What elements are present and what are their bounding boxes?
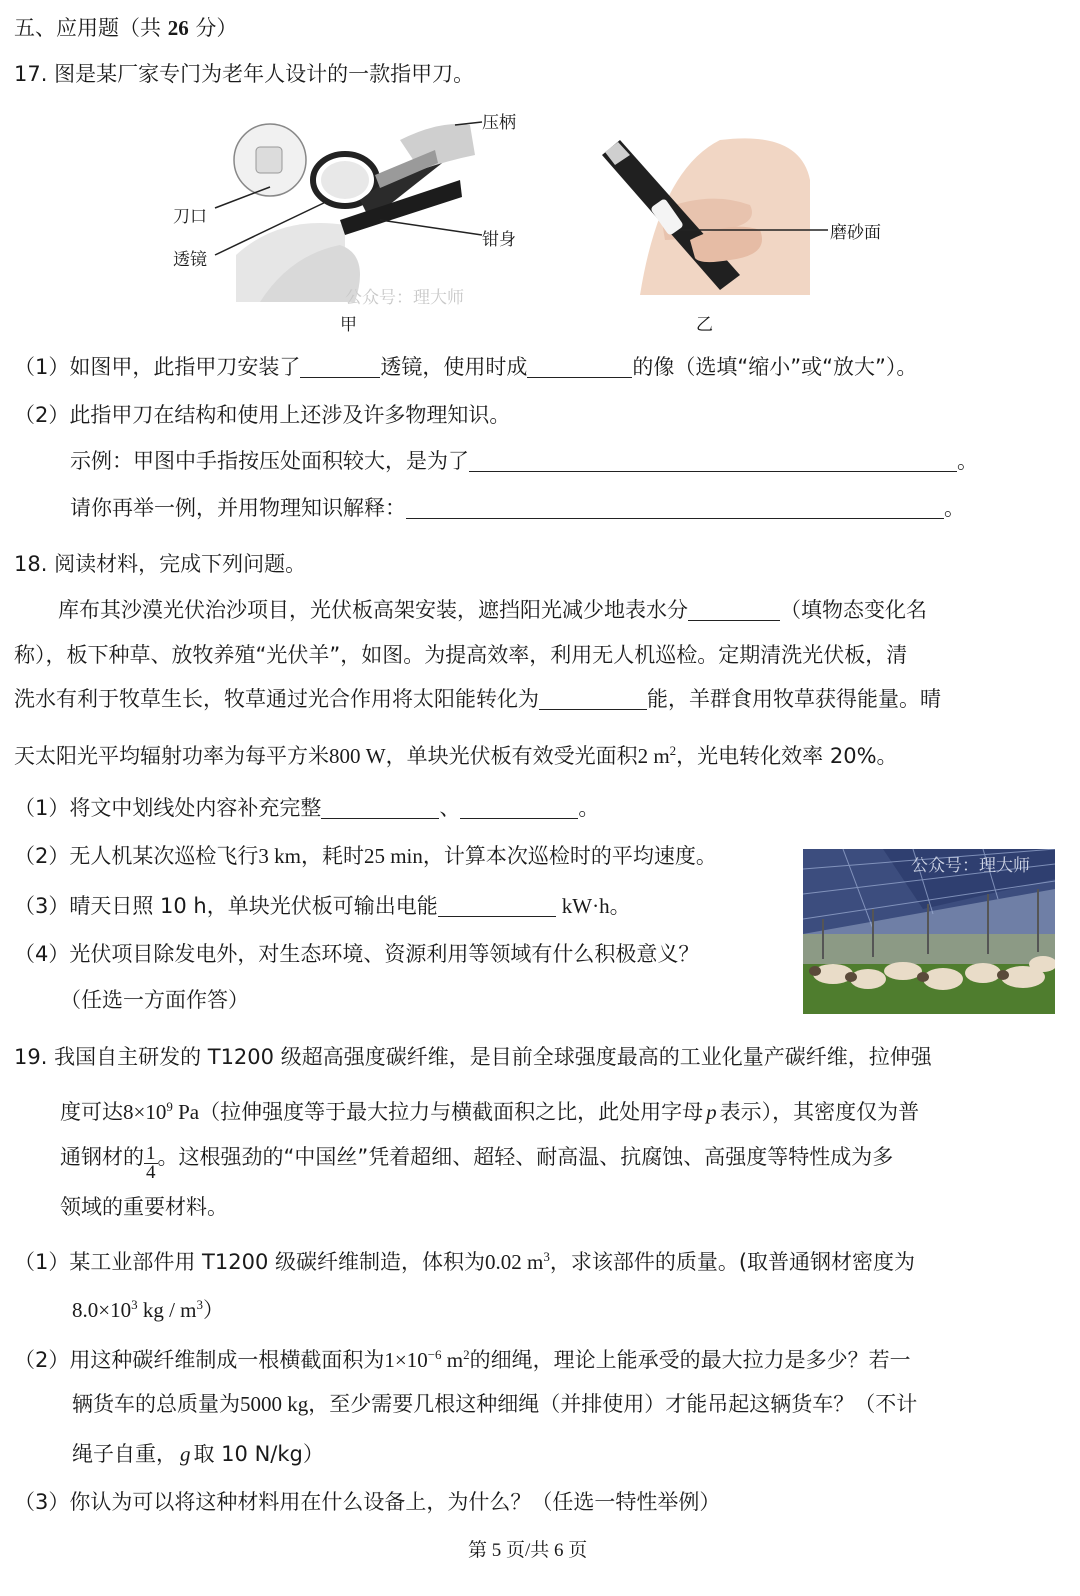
q18-stem: 18. 阅读材料，完成下列问题。 (14, 552, 307, 576)
label-press-handle: 压柄 (482, 113, 516, 133)
q17-part2-example: 示例：甲图中手指按压处面积较大，是为了 。 (70, 449, 978, 473)
q19-stem-line4: 领域的重要材料。 (60, 1195, 228, 1219)
label-frosted-surface: 磨砂面 (830, 223, 881, 243)
q17-part2-ask: 请你再举一例，并用物理知识解释： 。 (70, 496, 965, 520)
answer-blank[interactable] (469, 449, 957, 472)
answer-blank[interactable] (321, 796, 439, 819)
q19-stem-line1: 19. 我国自主研发的 T1200 级超高强度碳纤维，是目前全球强度最高的工业化量产碳纤维，拉伸强 (14, 1045, 932, 1069)
q18-para-line3: 洗水有利于牧草生长，牧草通过光合作用将太阳能转化为 能，羊群食用牧草获得能量。晴 (14, 687, 941, 711)
q19-part3: （3）你认为可以将这种材料用在什么设备上，为什么？（任选一特性举例） (14, 1490, 721, 1514)
page-footer: 第 5 页/共 6 页 (468, 1540, 588, 1561)
q17-figure-yi (600, 130, 900, 335)
q18-question1: （1）将文中划线处内容补充完整 、 。 (14, 796, 600, 820)
q17-part1: （1）如图甲，此指甲刀安装了 透镜，使用时成 的像（选填“缩小”或“放大”）。 (14, 355, 918, 379)
answer-blank[interactable] (460, 796, 578, 819)
q18-para-line2: 称），板下种草、放牧养殖“光伏羊”，如图。为提高效率，利用无人机巡检。定期清洗光伏板，清 (14, 643, 908, 667)
q19-part1-density: $8.0\times 10^3$ kg / $m^3$） (72, 1297, 225, 1322)
q18-question4: （4）光伏项目除发电外，对生态环境、资源利用等领域有什么积极意义？ (14, 942, 700, 966)
fraction-one-quarter: $\frac{1}{4}$ (146, 1143, 156, 1183)
label-lens: 透镜 (173, 250, 207, 270)
q19-stem-line2: 度可达$8\times 10^9$ Pa（拉伸强度等于最大拉力与横截面积之比，此处用字母 p 表示），其密度仅为普 (60, 1099, 920, 1124)
answer-blank[interactable] (527, 355, 632, 378)
q18-question2: （2）无人机某次巡检飞行3 km，耗时25 min，计算本次巡检时的平均速度。 (14, 844, 717, 868)
q17-stem: 17. 图是某厂家专门为老年人设计的一款指甲刀。 (14, 62, 475, 86)
q18-para-line4: 天太阳光平均辐射功率为每平方米800 W，单块光伏板有效受光面积2 $m^2$，光电转化效率 20%。 (14, 743, 898, 768)
q19-part1: （1）某工业部件用 T1200 级碳纤维制造，体积为0.02 $m^3$，求该部件的质量。(取普通钢材密度为 (14, 1249, 916, 1274)
answer-blank[interactable] (539, 687, 647, 710)
q19-part2-line3: 绳子自重， g 取 10 N/kg） (72, 1442, 324, 1466)
section-title: 五、应用题（共 26 分） (14, 16, 238, 40)
q19-part2-line2: 辆货车的总质量为5000 kg，至少需要几根这种细绳（并排使用）才能吊起这辆货车？（不计 (72, 1392, 918, 1416)
q19-stem-line3: 通钢材的 $\frac{1}{4}$ 。这根强劲的“中国丝”凭着超细、超轻、耐高温、抗腐蚀、高强度等特性成为多 (60, 1143, 894, 1183)
label-blade: 刀口 (173, 207, 207, 227)
answer-blank[interactable] (300, 355, 380, 378)
q18-solar-sheep-photo (803, 849, 1055, 1014)
q17-part2: （2）此指甲刀在结构和使用上还涉及许多物理知识。 (14, 403, 511, 427)
q18-question4-note: （任选一方面作答） (60, 988, 249, 1012)
q17-figure-jia (170, 105, 530, 335)
answer-blank[interactable] (406, 496, 944, 519)
q18-question3: （3）晴天日照 10 h，单块光伏板可输出电能 kW·h。 (14, 894, 631, 918)
watermark: 公众号：理大师 (911, 856, 1030, 876)
answer-blank[interactable] (688, 598, 780, 621)
caption-yi: 乙 (696, 315, 713, 335)
answer-blank[interactable] (438, 894, 556, 917)
q19-part2-line1: （2）用这种碳纤维制成一根横截面积为$1\times 10^{-6}$ $m^2$的细绳，理论上能承受的最大拉力是多少？若一 (14, 1347, 911, 1372)
caption-jia: 甲 (340, 315, 357, 335)
watermark: 公众号：理大师 (345, 288, 464, 308)
label-clipper-body: 钳身 (482, 230, 516, 250)
q18-para-line1: 库布其沙漠光伏治沙项目，光伏板高架安装，遮挡阳光减少地表水分 （填物态变化名 (58, 598, 927, 622)
